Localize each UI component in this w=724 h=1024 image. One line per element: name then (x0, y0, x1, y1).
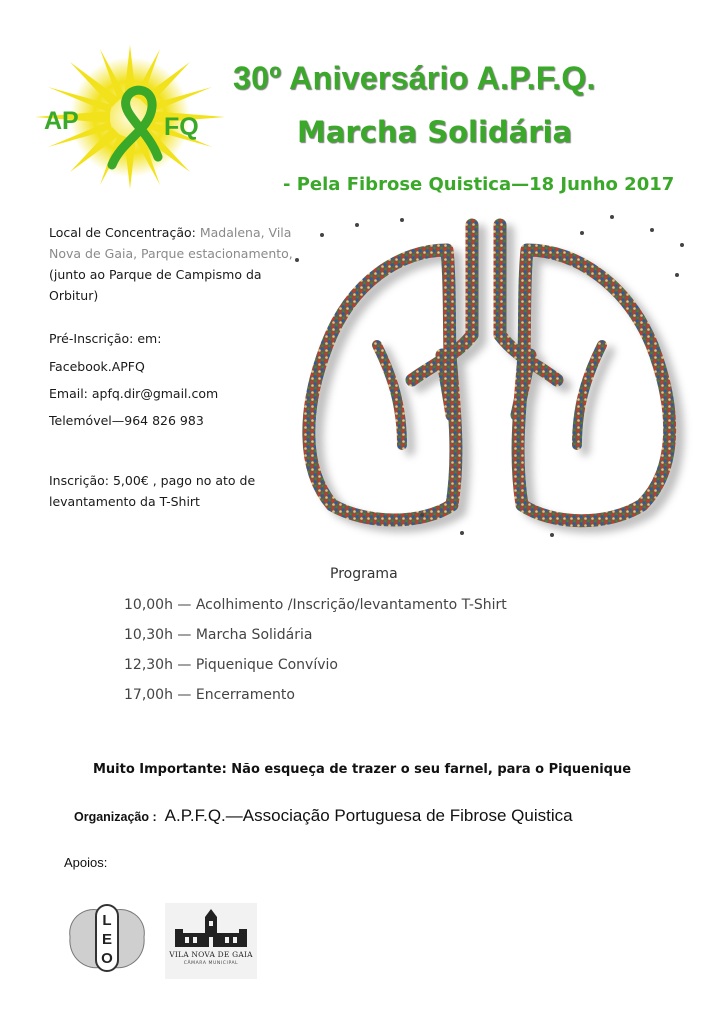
event-tagline: - Pela Fibrose Quistica—18 Junho 2017 (283, 174, 675, 195)
organization-line (74, 806, 573, 826)
organization-label: Organização : (74, 810, 157, 824)
registration-fee: Inscrição: 5,00€ , pago no ato de levantamento da T-Shirt (49, 473, 256, 509)
svg-text:AP: AP (44, 107, 79, 135)
preregistration-label: Pré-Inscrição: em: (49, 331, 162, 346)
facebook-page: Facebook.APFQ (49, 359, 145, 374)
leo-letter: O (101, 950, 113, 967)
phone-contact: Telemóvel—964 826 983 (49, 413, 204, 428)
event-subtitle: Marcha Solidária (297, 115, 573, 149)
leo-letter: E (101, 931, 113, 948)
program-title: Programa (330, 566, 398, 582)
location-value: Madalena, Vila Nova de Gaia, Parque estacionamento, (49, 225, 293, 261)
program-item: 12,30h — Piquenique Convívio (124, 657, 338, 673)
location-note: (junto ao Parque de Campismo da Orbitur) (49, 267, 262, 303)
apfq-logo (30, 45, 230, 195)
location-info (49, 222, 294, 306)
gaia-subtitle: CÂMARA MUNICIPAL (183, 961, 239, 966)
email-contact: Email: apfq.dir@gmail.com (49, 386, 219, 401)
crowd-lungs-image (282, 205, 702, 550)
event-title: 30º Aniversário A.P.F.Q. (233, 60, 596, 96)
program-item: 17,00h — Encerramento (124, 687, 295, 703)
svg-text:FQ: FQ (164, 113, 199, 141)
important-note: Muito Importante: Não esqueça de trazer o seu farnel, para o Piquenique (92, 762, 632, 777)
leo-letter: L (102, 912, 112, 929)
program-item: 10,30h — Marcha Solidária (124, 627, 313, 643)
supporters-label: Apoios: (64, 855, 108, 870)
organization-name: A.P.F.Q.—Associação Portuguesa de Fibrose Quistica (164, 806, 573, 825)
location-label: Local de Concentração: (49, 225, 200, 240)
gaia-name: VILA NOVA DE GAIA (169, 950, 253, 959)
program-item: 10,00h — Acolhimento /Inscrição/levantamento T-Shirt (124, 597, 507, 613)
leo-club-logo (62, 897, 152, 977)
gaia-council-logo (165, 903, 257, 979)
